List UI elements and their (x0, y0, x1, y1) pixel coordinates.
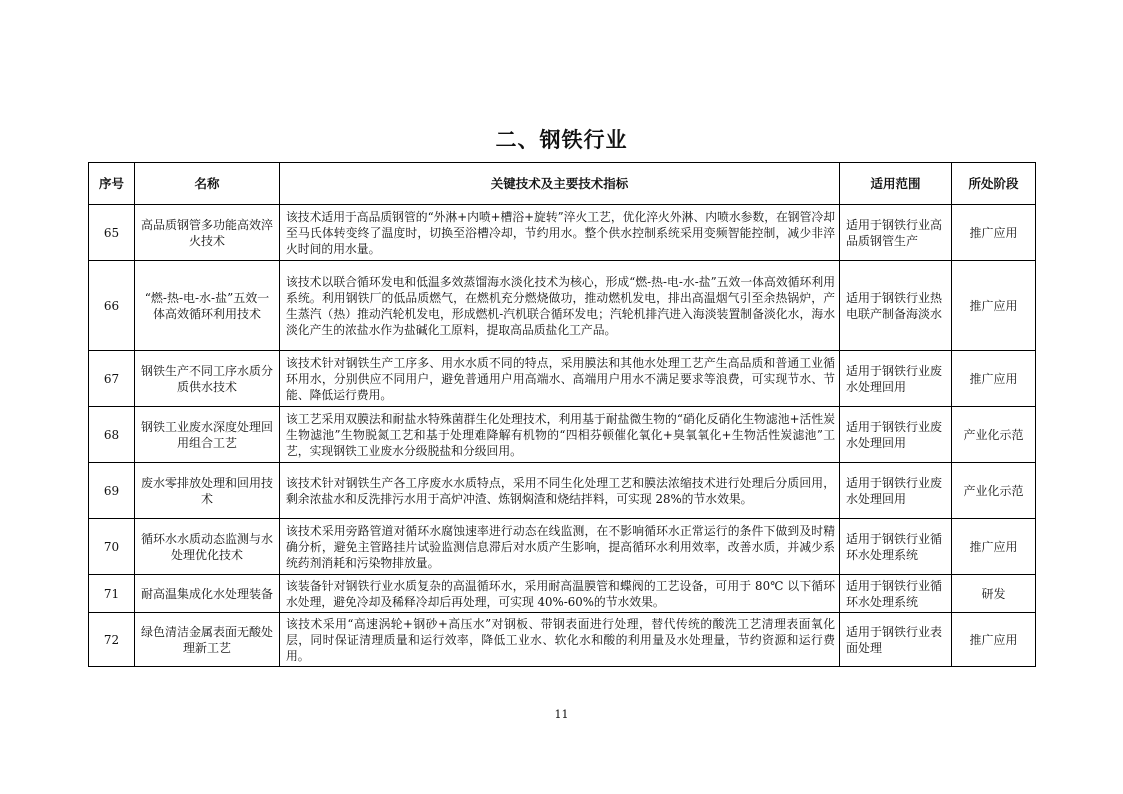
row-scope: 适用于钢铁行业高品质钢管生产 (840, 205, 952, 261)
row-description: 该技术采用旁路管道对循环水腐蚀速率进行动态在线监测，在不影响循环水正常运行的条件下做到及时精确分析，避免主管路挂片试验监测信息滞后对水质产生影响，提高循环水利用效率，改善水质，并减少系统药剂消耗和污染物排放量。 (280, 519, 840, 575)
header-name: 名称 (135, 163, 280, 205)
table-row (89, 463, 1036, 519)
row-scope: 适用于钢铁行业循环水处理系统 (840, 519, 952, 575)
header-no: 序号 (89, 163, 135, 205)
row-description: 该技术以联合循环发电和低温多效蒸馏海水淡化技术为核心，形成“燃-热-电-水-盐”五效一体高效循环利用系统。利用钢铁厂的低品质燃气，在燃机充分燃烧做功，推动燃机发电，排出高温烟气引至余热锅炉，产生蒸汽（热）推动汽轮机发电，形成燃机-汽机联合循环发电；汽轮机排汽进入海淡装置制备淡化水，海水淡化产生的浓盐水作为盐碱化工原料，提取高品质盐化工产品。 (280, 261, 840, 351)
row-description: 该技术采用“高速涡轮+钢砂+高压水”对钢板、带钢表面进行处理，替代传统的酸洗工艺清理表面氧化层，同时保证清理质量和运行效率，降低工业水、软化水和酸的利用量及水处理量，节约资源和运行费用。 (280, 613, 840, 667)
row-no: 70 (89, 519, 135, 575)
table-row (89, 205, 1036, 261)
table-header-row (89, 163, 1036, 205)
row-scope: 适用于钢铁行业废水处理回用 (840, 463, 952, 519)
technology-table (88, 162, 1036, 667)
row-scope: 适用于钢铁行业循环水处理系统 (840, 575, 952, 613)
row-stage: 产业化示范 (952, 407, 1036, 463)
row-no: 65 (89, 205, 135, 261)
header-key-technology: 关键技术及主要技术指标 (280, 163, 840, 205)
row-description: 该装备针对钢铁行业水质复杂的高温循环水，采用耐高温膜管和蝶阀的工艺设备，可用于 80℃ 以下循环水处理，避免冷却及稀释冷却后再处理，可实现 40%-60%的节水效果。 (280, 575, 840, 613)
row-name: 绿色清洁金属表面无酸处理新工艺 (135, 613, 280, 667)
row-no: 66 (89, 261, 135, 351)
table-row (89, 351, 1036, 407)
row-description: 该技术针对钢铁生产各工序废水水质特点，采用不同生化处理工艺和膜法浓缩技术进行处理后分质回用，剩余浓盐水和反洗排污水用于高炉冲渣、炼钢焖渣和烧结拌料，可实现 28%的节水效果。 (280, 463, 840, 519)
row-description: 该技术适用于高品质钢管的“外淋+内喷+槽浴+旋转”淬火工艺，优化淬火外淋、内喷水参数，在钢管冷却至马氏体转变终了温度时，切换至浴槽冷却，节约用水。整个供水控制系统采用变频智能控制，减少非淬火时间的用水量。 (280, 205, 840, 261)
row-name: 循环水水质动态监测与水处理优化技术 (135, 519, 280, 575)
row-scope: 适用于钢铁行业表面处理 (840, 613, 952, 667)
row-stage: 推广应用 (952, 351, 1036, 407)
table-row (89, 261, 1036, 351)
row-description: 该工艺采用双膜法和耐盐水特殊菌群生化处理技术，利用基于耐盐微生物的“硝化反硝化生物滤池+活性炭生物滤池”生物脱氮工艺和基于处理难降解有机物的“四相芬顿催化氧化+臭氧氧化+生物活性炭滤池”工艺，实现钢铁工业废水分级脱盐和分级回用。 (280, 407, 840, 463)
row-stage: 推广应用 (952, 613, 1036, 667)
row-name: “燃-热-电-水-盐”五效一体高效循环利用技术 (135, 261, 280, 351)
row-no: 69 (89, 463, 135, 519)
row-no: 68 (89, 407, 135, 463)
row-description: 该技术针对钢铁生产工序多、用水水质不同的特点，采用膜法和其他水处理工艺产生高品质和普通工业循环用水，分别供应不同用户，避免普通用户用高端水、高端用户用水不满足要求等浪费，可实现节水、节能、降低运行费用。 (280, 351, 840, 407)
header-scope: 适用范围 (840, 163, 952, 205)
row-name: 钢铁生产不同工序水质分质供水技术 (135, 351, 280, 407)
row-stage: 推广应用 (952, 519, 1036, 575)
table-row (89, 575, 1036, 613)
page-number: 11 (554, 708, 569, 721)
table-row (89, 407, 1036, 463)
row-stage: 研发 (952, 575, 1036, 613)
row-stage: 产业化示范 (952, 463, 1036, 519)
row-name: 高品质钢管多功能高效淬火技术 (135, 205, 280, 261)
row-stage: 推广应用 (952, 261, 1036, 351)
row-scope: 适用于钢铁行业热电联产制备海淡水 (840, 261, 952, 351)
row-no: 71 (89, 575, 135, 613)
row-name: 废水零排放处理和回用技术 (135, 463, 280, 519)
header-stage: 所处阶段 (952, 163, 1036, 205)
row-no: 67 (89, 351, 135, 407)
row-scope: 适用于钢铁行业废水处理回用 (840, 407, 952, 463)
table-row (89, 613, 1036, 667)
page-title: 二、钢铁行业 (495, 128, 628, 152)
row-no: 72 (89, 613, 135, 667)
row-stage: 推广应用 (952, 205, 1036, 261)
row-name: 钢铁工业废水深度处理回用组合工艺 (135, 407, 280, 463)
row-name: 耐高温集成化水处理装备 (135, 575, 280, 613)
row-scope: 适用于钢铁行业废水处理回用 (840, 351, 952, 407)
table-row (89, 519, 1036, 575)
